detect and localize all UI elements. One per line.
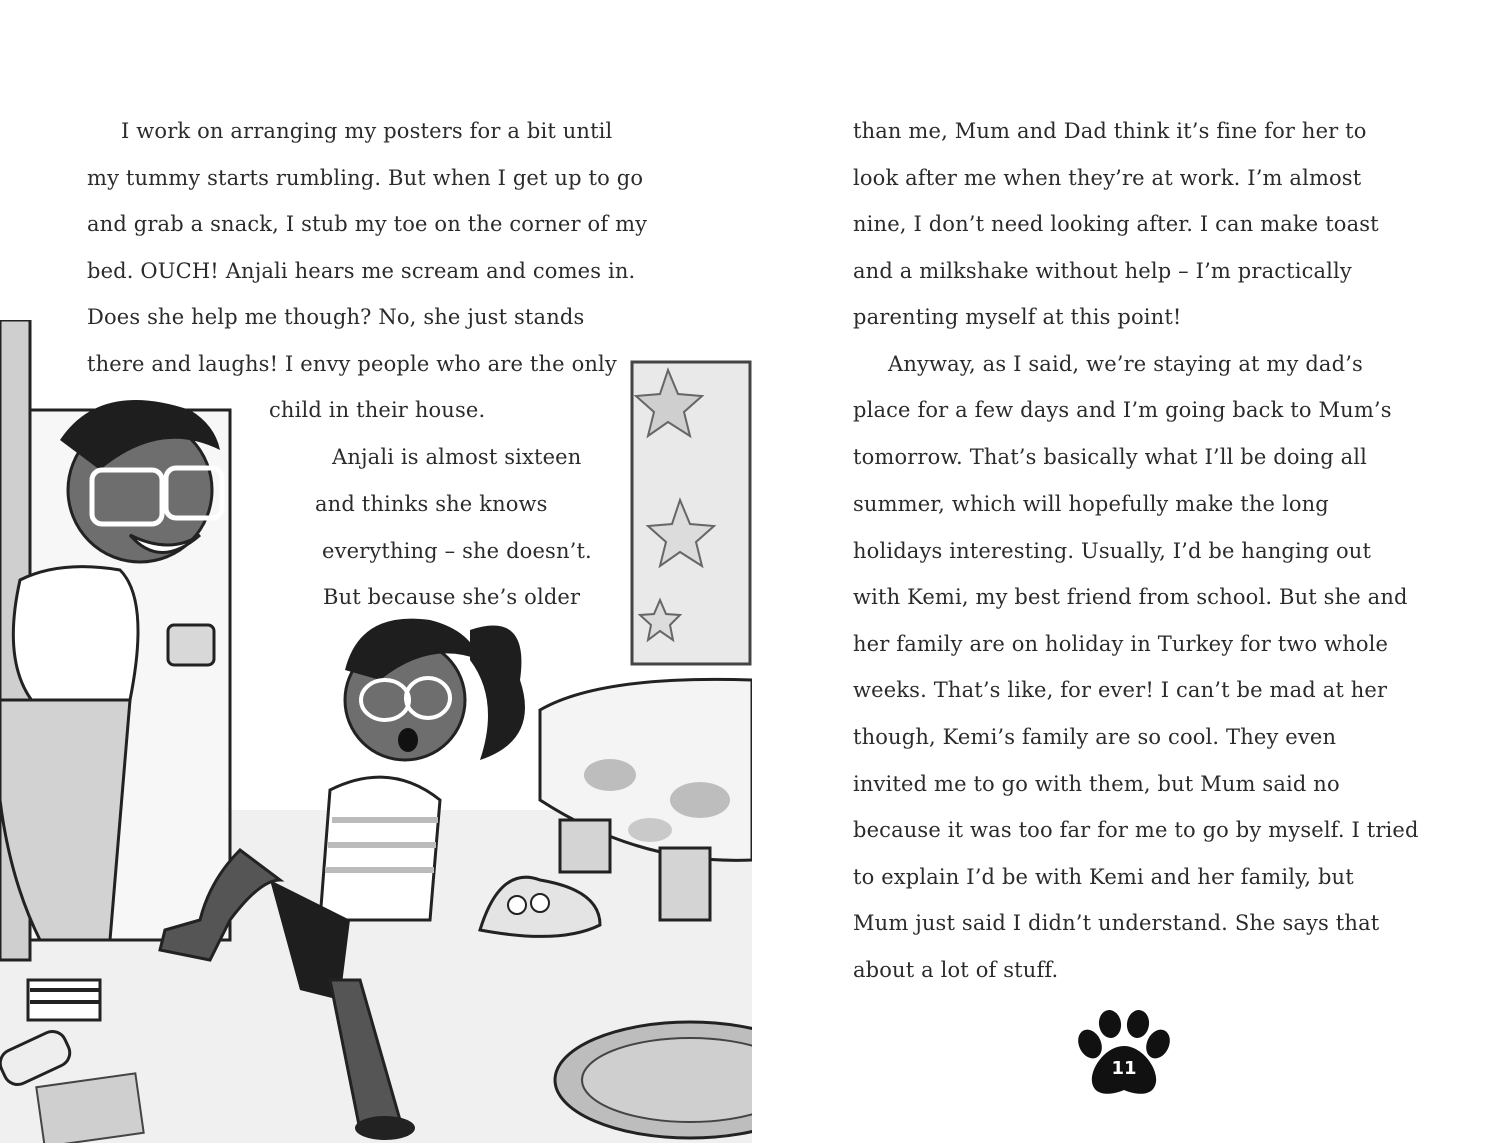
right-text-line: about a lot of stuff. — [853, 958, 1059, 982]
left-text-line: and thinks she knows — [315, 492, 548, 516]
right-text-line: place for a few days and I’m going back to Mum’s — [853, 398, 1392, 422]
left-text-line: there and laughs! I envy people who are the only — [87, 352, 617, 376]
right-text-line: weeks. That’s like, for ever! I can’t be mad at her — [853, 678, 1388, 702]
right-text-line: than me, Mum and Dad think it’s fine for her to — [853, 119, 1367, 143]
right-text-line: with Kemi, my best friend from school. But she and — [853, 585, 1408, 609]
left-text-line: But because she’s older — [323, 585, 581, 609]
left-text-line: everything – she doesn’t. — [322, 539, 592, 563]
right-text-line: parenting myself at this point! — [853, 305, 1182, 329]
right-text-line: her family are on holiday in Turkey for two whole — [853, 632, 1389, 656]
left-text-line: Does she help me though? No, she just stands — [87, 305, 585, 329]
right-text-line: tomorrow. That’s basically what I’ll be doing all — [853, 445, 1368, 469]
right-text-line: Mum just said I didn’t understand. She says that — [853, 911, 1380, 935]
right-text-line: summer, which will hopefully make the long — [853, 492, 1329, 516]
right-text-line: and a milkshake without help – I’m practically — [853, 259, 1352, 283]
right-text-line: nine, I don’t need looking after. I can make toast — [853, 212, 1379, 236]
right-text-line: invited me to go with them, but Mum said no — [853, 772, 1340, 796]
left-text-line: and grab a snack, I stub my toe on the corner of my — [87, 212, 648, 236]
right-text-line: look after me when they’re at work. I’m almost — [853, 166, 1362, 190]
left-text-line: child in their house. — [269, 398, 486, 422]
right-text-line: though, Kemi’s family are so cool. They even — [853, 725, 1337, 749]
right-text-line: to explain I’d be with Kemi and her family, but — [853, 865, 1354, 889]
left-text-line: I work on arranging my posters for a bit until — [121, 119, 613, 143]
left-text-line: bed. OUCH! Anjali hears me scream and comes in. — [87, 259, 636, 283]
left-text-line: Anjali is almost sixteen — [332, 445, 582, 469]
right-text-line: holidays interesting. Usually, I’d be hanging out — [853, 539, 1372, 563]
page-number: 11 — [1111, 1058, 1137, 1079]
right-text-line: because it was too far for me to go by myself. I tried — [853, 818, 1419, 842]
left-text-line: my tummy starts rumbling. But when I get up to go — [87, 166, 644, 190]
paw-print-icon — [1076, 1010, 1172, 1100]
right-text-line: Anyway, as I said, we’re staying at my dad’s — [888, 352, 1363, 376]
